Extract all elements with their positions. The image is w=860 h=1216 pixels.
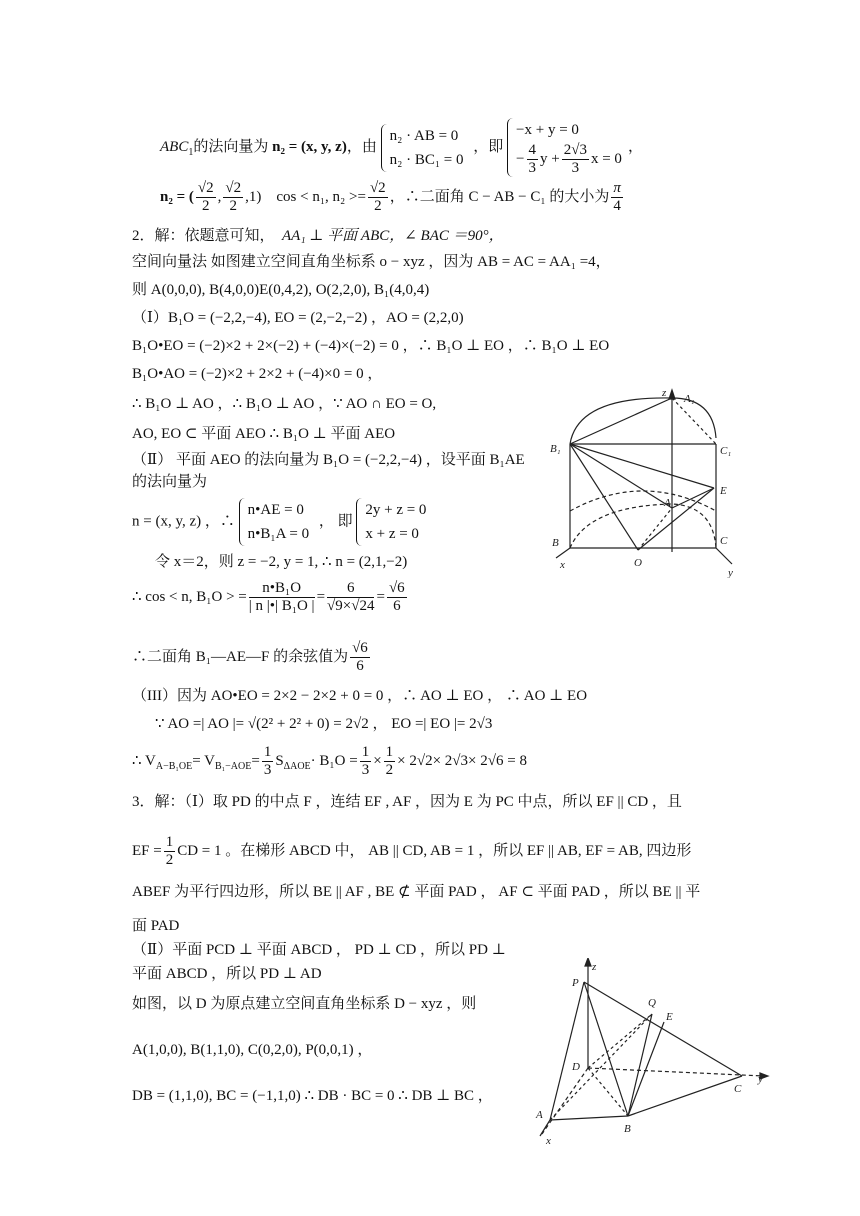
fig2-edge-bc	[628, 1076, 742, 1116]
p2-cos-pre: ∴ cos < n, B₁O > =	[132, 588, 247, 605]
fig1-label-b1: B₁	[550, 443, 561, 455]
p3-l4: 面 PAD	[132, 918, 180, 934]
fig2-z-arrow	[585, 958, 591, 966]
p1-l2-end: ,1)	[245, 188, 262, 205]
p2-dihedral-text: ∴二面角 B₁—AE—F 的余弦值为	[132, 648, 349, 665]
fig1-label-a: A	[664, 497, 671, 509]
fig1-line-oa	[638, 508, 672, 550]
p1-l2-cos: cos < n₁, n₂ >=	[276, 188, 366, 205]
fig1-label-a1: A₁	[684, 393, 695, 405]
p2-vol-eq: =	[251, 752, 260, 769]
p2-vol	[132, 744, 527, 779]
p1-sys1-b: n₂ · BC₁ = 0	[389, 151, 464, 168]
p2-vol-n3: 1	[385, 744, 394, 760]
p2-cos-eq2: =	[376, 588, 385, 605]
p2-cos-num2: 6	[327, 580, 374, 598]
fig1-x-axis	[556, 548, 570, 558]
p2-vol-frac1	[262, 744, 274, 779]
p1-l2-frac-a	[196, 180, 216, 215]
p2-nji: ， 即	[318, 513, 353, 530]
fig2-label-z: z	[592, 961, 597, 973]
fig2-label-e: E	[666, 1011, 673, 1023]
p3-l2	[132, 834, 691, 869]
fig1-label-o: O	[634, 557, 642, 569]
p1-frac-2r3-den: 3	[571, 160, 580, 176]
p3-l2-frac	[164, 834, 176, 869]
p2-vol-s-sub: ΔAOE	[283, 760, 311, 772]
p2-nsys3: 2y + z = 0	[365, 502, 427, 518]
fig2-label-c: C	[734, 1083, 742, 1095]
p2-s2b: 的法向量为	[132, 474, 208, 490]
p1-frac-43	[527, 142, 539, 177]
p2-vol-sub1: A−B₁OE	[155, 760, 193, 772]
fig2-line-bq	[628, 1014, 652, 1116]
p2-s2a: （Ⅱ） 平面 AEO 的法向量为 B₁O = (−2,2,−4) ，设平面 B₁AE	[132, 452, 525, 468]
p2-nsys4: x + z = 0	[365, 526, 419, 542]
p1-l1-n2: n₂ = (x, y, z)	[272, 138, 347, 155]
fig2-line-be	[628, 1022, 664, 1116]
fig2-edge-pc	[584, 982, 742, 1076]
p2-dihedral-frac	[350, 640, 370, 675]
p2-let: 令 x＝2，则 z = −2, y = 1, ∴ n = (2,1,−2)	[155, 554, 408, 570]
p2-dihedral	[132, 640, 372, 675]
p3-l8: A(1,0,0), B(1,1,0), C(0,2,0), P(0,0,1) ，	[132, 1042, 373, 1058]
p1-l2-frac-c	[368, 180, 388, 215]
p1-line1	[160, 118, 643, 177]
p2-cos-num3: √6	[388, 580, 405, 596]
p2-vol-b: · B₁O =	[310, 752, 358, 769]
p3-l1: 3．解：（Ⅰ）取 PD 的中点 F ，连结 EF , AF ，因为 E 为 PC 中点，所以 EF || CD ，且	[132, 794, 682, 810]
fig2-x-axis	[542, 1068, 588, 1134]
p1-l2-frac-a-num: √2	[197, 180, 214, 196]
fig2-edge-pa	[550, 982, 584, 1120]
fig1-line-b1o	[570, 444, 638, 550]
p2-s3b: ∵ AO =| AO |= √(2² + 2² + 0) = 2√2 ， EO =| EO |= 2√3	[155, 716, 493, 732]
p3-l2-den: 2	[165, 852, 174, 868]
p2-dihedral-num: √6	[352, 640, 368, 656]
fig1-dashed-arc-upper	[570, 491, 716, 511]
fig2-label-a: A	[536, 1109, 543, 1121]
p2-s1	[132, 308, 464, 328]
p2-vol-frac2	[360, 744, 372, 779]
p3-l2-pre: EF =	[132, 842, 162, 859]
p2-cos-frac1	[249, 580, 315, 615]
p1-frac-2r3-num: 2√3	[563, 142, 587, 158]
p1-l2-frac-b-num: √2	[225, 180, 242, 196]
p2-nsys-b	[356, 498, 432, 546]
fig1-label-x: x	[560, 559, 565, 571]
p2-plane: AO, EO ⊂ 平面 AEO ∴ B₁O ⊥ 平面 AEO	[132, 426, 396, 442]
fig2-label-p: P	[572, 977, 579, 989]
fig2-line-aq	[550, 1014, 652, 1120]
fig1-label-z: z	[662, 387, 667, 399]
p1-sys2-b-pre: −	[516, 150, 525, 167]
p2-vol-mid: = V	[192, 752, 215, 769]
p1-l2-frac-a-den: 2	[202, 198, 210, 214]
p2-vol-d3: 2	[385, 762, 394, 778]
p3-l7: 如图，以 D 为原点建立空间直角坐标系 D − xyz ，则	[132, 996, 477, 1012]
p1-frac-43-den: 3	[528, 160, 537, 176]
p2-cos-frac2	[327, 580, 374, 615]
fig1-line-b1e	[570, 444, 714, 488]
p1-l2-frac-c-den: 2	[374, 198, 382, 214]
p3-l6: 平面 ABCD ，所以 PD ⊥ AD	[132, 966, 322, 982]
p1-sys2-a: −x + y = 0	[516, 122, 579, 138]
fig2-label-q: Q	[648, 997, 656, 1009]
fig2-edge-ab	[550, 1116, 628, 1120]
p3-l9: DB = (1,1,0), BC = (−1,1,0) ∴ DB · BC = 0 ∴ DB ⊥ BC ，	[132, 1088, 493, 1104]
prism-figure	[548, 386, 748, 578]
p2-title: 2．解：依题意可知，	[132, 228, 275, 244]
p1-l2-text: ，∴二面角 C − AB − C₁ 的大小为	[389, 188, 610, 205]
p2-nline	[132, 498, 432, 546]
p2-nsys1: n•AE = 0	[247, 502, 304, 518]
p1-l1-sub: 1	[188, 146, 194, 158]
p2-coord: 空间向量法 如图建立空间直角坐标系 o − xyz ，因为 AB = AC = AA₁ =4，	[132, 254, 611, 270]
p1-l1-text: 的法向量为	[193, 138, 269, 155]
p1-sys2-b	[516, 142, 622, 177]
p1-l1-you: ，由	[346, 138, 377, 155]
p2-nvec: n = (x, y, z) ，∴	[132, 513, 235, 530]
p1-l2-frac-b	[223, 180, 243, 215]
p2-vol-tail: × 2√2× 2√3× 2√6 = 8	[397, 752, 527, 769]
p2-perp: ∴ B₁O ⊥ AO ，∴ B₁O ⊥ AO ，∵ AO ∩ EO = O,	[132, 396, 437, 412]
fig2-x-axis-end	[540, 1120, 550, 1136]
p2-cos-den3: 6	[393, 598, 401, 614]
p2-cos-num: n•B₁O	[249, 580, 315, 598]
p1-frac-43-num: 4	[528, 142, 537, 158]
p1-l2-n2: n₂ = (	[160, 188, 194, 205]
fig1-label-c1: C₁	[720, 445, 732, 457]
p2-s1-vecs: B₁O = (−2,2,−4), EO = (2,−2,−2) ，AO = (2,2,0)	[167, 310, 464, 326]
fig1-line-b1a1	[570, 398, 672, 444]
fig1-line-b1a	[570, 444, 672, 508]
p2-dihedral-den: 6	[356, 658, 364, 674]
fig1-label-e: E	[720, 485, 727, 497]
fig2-label-y: y	[758, 1073, 763, 1085]
fig1-label-b: B	[552, 537, 559, 549]
p1-l1-pre: ABC	[160, 138, 189, 155]
p3-l5: （Ⅱ）平面 PCD ⊥ 平面 ABCD ， PD ⊥ CD ，所以 PD ⊥	[132, 942, 506, 958]
p2-dot1: B₁O•EO = (−2)×2 + 2×(−2) + (−4)×(−2) = 0 ，∴ B₁O ⊥ EO ，∴ B₁O ⊥ EO	[132, 338, 610, 354]
p2-dot2: B₁O•AO = (−2)×2 + 2×2 + (−4)×0 = 0 ，	[132, 366, 383, 382]
fig2-label-d: D	[572, 1061, 580, 1073]
p2-vol-s: S	[275, 752, 284, 769]
fig1-dashed-arc-lower	[570, 504, 716, 548]
fig2-label-b: B	[624, 1123, 631, 1135]
p2-vol-n1: 1	[263, 744, 272, 760]
p1-line2: n₂ = ( $\frac{√2}{2}$ , $\frac{√2}{2}$ ,1) cos < n₁, n₂ >= $\frac{√2}{2}$ ，∴二面角 C − AB − C₁ 的大小为 $\frac{\pi}{4}$	[160, 180, 621, 214]
p1-sys2-b-end: x = 0	[590, 150, 622, 167]
p1-l1-ji: ，即	[473, 138, 504, 155]
p2-s1-label: （Ⅰ）	[132, 310, 168, 326]
p1-sys1	[381, 124, 470, 172]
p1-sys2-b-mid: y +	[540, 150, 560, 167]
fig2-edge-db	[588, 1068, 628, 1116]
p2-cos	[132, 580, 409, 615]
p2-cond: AA₁ ⊥ 平面 ABC，∠ BAC ＝90°，	[282, 228, 504, 244]
fig1-label-y: y	[728, 567, 733, 578]
p2-vol-sub2: B₁−AOE	[215, 760, 252, 772]
p3-l3: ABEF 为平行四边形，所以 BE || AF , BE ⊄ 平面 PAD ， AF ⊂ 平面 PAD ，所以 BE || 平	[132, 884, 701, 900]
p1-l2-pi-den: 4	[613, 198, 621, 214]
p2-nsys2: n•B₁A = 0	[247, 526, 310, 542]
p2-vol-pre: ∴ V	[132, 752, 156, 769]
p2-cos-den: | n |•| B₁O |	[248, 598, 315, 614]
p1-sys1-a: n₂ · AB = 0	[389, 127, 459, 144]
p2-vol-frac3	[384, 744, 396, 779]
p1-l2-frac-c-num: √2	[369, 180, 386, 196]
p1-l2-pi: π	[613, 180, 621, 196]
p2-title-line	[132, 226, 504, 246]
p2-vol-d1: 3	[263, 762, 272, 778]
fig2-label-x: x	[546, 1135, 551, 1146]
p2-vol-d2: 3	[361, 762, 370, 778]
fig1-label-c: C	[720, 535, 728, 547]
p2-cos-frac3	[387, 580, 407, 615]
p1-l2-frac-b-den: 2	[229, 198, 237, 214]
p2-vol-x: ×	[373, 752, 382, 769]
p2-vol-n2: 1	[361, 744, 370, 760]
p1-sys2	[507, 118, 628, 177]
p2-cos-eq1: =	[316, 588, 326, 605]
p3-l2-num: 1	[165, 834, 174, 850]
p2-cos-den2: √9×√24	[327, 598, 375, 614]
p2-nsys-a	[239, 498, 315, 546]
p1-l2-frac-pi	[611, 180, 623, 215]
p1-l1-tail: ，	[627, 138, 643, 155]
fig1-line-oe	[638, 488, 714, 550]
p2-s3: （III）因为 AO•EO = 2×2 − 2×2 + 0 = 0 ，∴ AO ⊥ EO ， ∴ AO ⊥ EO	[132, 688, 588, 704]
p1-frac-2r3	[562, 142, 589, 177]
fig1-y-axis	[716, 548, 732, 564]
fig2-edge-pb	[584, 982, 628, 1116]
p2-points: 则 A(0,0,0), B(4,0,0)E(0,4,2), O(2,2,0), B₁(4,0,4)	[132, 282, 430, 298]
pyramid-figure	[528, 958, 772, 1146]
p3-l2-text: CD = 1 。在梯形 ABCD 中， AB || CD, AB = 1 ，所以 EF || AB, EF = AB, 四边形	[177, 842, 692, 859]
